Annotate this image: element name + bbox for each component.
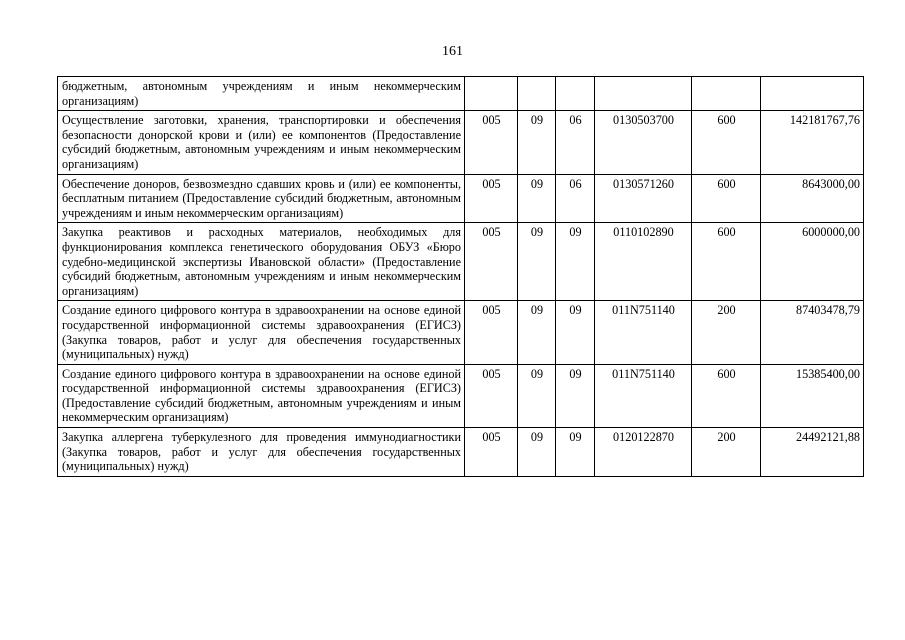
subsection-code: 09 — [556, 428, 595, 477]
amount-value: 24492121,88 — [761, 428, 864, 477]
target-article-code: 011N751140 — [595, 301, 692, 364]
ministry-code: 005 — [465, 111, 518, 174]
expense-type-code: 600 — [692, 364, 761, 427]
amount-value: 87403478,79 — [761, 301, 864, 364]
expense-type-code: 200 — [692, 301, 761, 364]
expense-type-code — [692, 77, 761, 111]
section-code: 09 — [518, 301, 556, 364]
row-description: Создание единого цифрового контура в здравоохранении на основе единой государственной информационной системы здравоохранения (ЕГИСЗ) (Предоставление субсидий бюджетным, автономным учреждениям и иным некоммерческим организациям) — [58, 364, 465, 427]
expense-type-code: 600 — [692, 111, 761, 174]
ministry-code: 005 — [465, 364, 518, 427]
amount-value: 15385400,00 — [761, 364, 864, 427]
target-article-code: 0130571260 — [595, 174, 692, 223]
row-description: Обеспечение доноров, безвозмездно сдавших кровь и (или) ее компоненты, бесплатным питанием (Предоставление субсидий бюджетным, автономным учреждениям и иным некоммерческим организациям) — [58, 174, 465, 223]
ministry-code: 005 — [465, 428, 518, 477]
target-article-code: 0120122870 — [595, 428, 692, 477]
subsection-code: 09 — [556, 364, 595, 427]
ministry-code: 005 — [465, 174, 518, 223]
row-description: Закупка реактивов и расходных материалов, необходимых для функционирования комплекса генетического оборудования ОБУЗ «Бюро судебно-медицинской экспертизы Ивановской области» (Предоставление субсидий бюджетным, автономным учреждениям и иным некоммерческим организациям) — [58, 223, 465, 301]
expense-type-code: 200 — [692, 428, 761, 477]
row-description: бюджетным, автономным учреждениям и иным некоммерческим организациям) — [58, 77, 465, 111]
amount-value: 6000000,00 — [761, 223, 864, 301]
section-code — [518, 77, 556, 111]
ministry-code: 005 — [465, 301, 518, 364]
subsection-code — [556, 77, 595, 111]
page-number: 161 — [442, 44, 463, 59]
table-row — [58, 428, 864, 477]
row-description: Осуществление заготовки, хранения, транспортировки и обеспечения безопасности донорской крови и (или) ее компонентов (Предоставление субсидий бюджетным, автономным учреждениям и иным некоммерческим организациям) — [58, 111, 465, 174]
target-article-code: 011N751140 — [595, 364, 692, 427]
expense-type-code: 600 — [692, 174, 761, 223]
amount-value — [761, 77, 864, 111]
section-code: 09 — [518, 223, 556, 301]
ministry-code: 005 — [465, 223, 518, 301]
row-description: Закупка аллергена туберкулезного для проведения иммунодиагностики (Закупка товаров, работ и услуг для обеспечения государственных (муниципальных) нужд) — [58, 428, 465, 477]
row-description: Создание единого цифрового контура в здравоохранении на основе единой государственной информационной системы здравоохранения (ЕГИСЗ) (Закупка товаров, работ и услуг для обеспечения государственных (муниципальных) нужд) — [58, 301, 465, 364]
target-article-code: 0110102890 — [595, 223, 692, 301]
table-row — [58, 301, 864, 364]
table-row — [58, 111, 864, 174]
section-code: 09 — [518, 111, 556, 174]
budget-table — [57, 76, 864, 477]
ministry-code — [465, 77, 518, 111]
subsection-code: 09 — [556, 301, 595, 364]
table-row — [58, 174, 864, 223]
expense-type-code: 600 — [692, 223, 761, 301]
amount-value: 8643000,00 — [761, 174, 864, 223]
table-row — [58, 223, 864, 301]
target-article-code — [595, 77, 692, 111]
table-row — [58, 77, 864, 111]
section-code: 09 — [518, 364, 556, 427]
amount-value: 142181767,76 — [761, 111, 864, 174]
target-article-code: 0130503700 — [595, 111, 692, 174]
subsection-code: 06 — [556, 174, 595, 223]
subsection-code: 06 — [556, 111, 595, 174]
table-row — [58, 364, 864, 427]
subsection-code: 09 — [556, 223, 595, 301]
section-code: 09 — [518, 174, 556, 223]
section-code: 09 — [518, 428, 556, 477]
